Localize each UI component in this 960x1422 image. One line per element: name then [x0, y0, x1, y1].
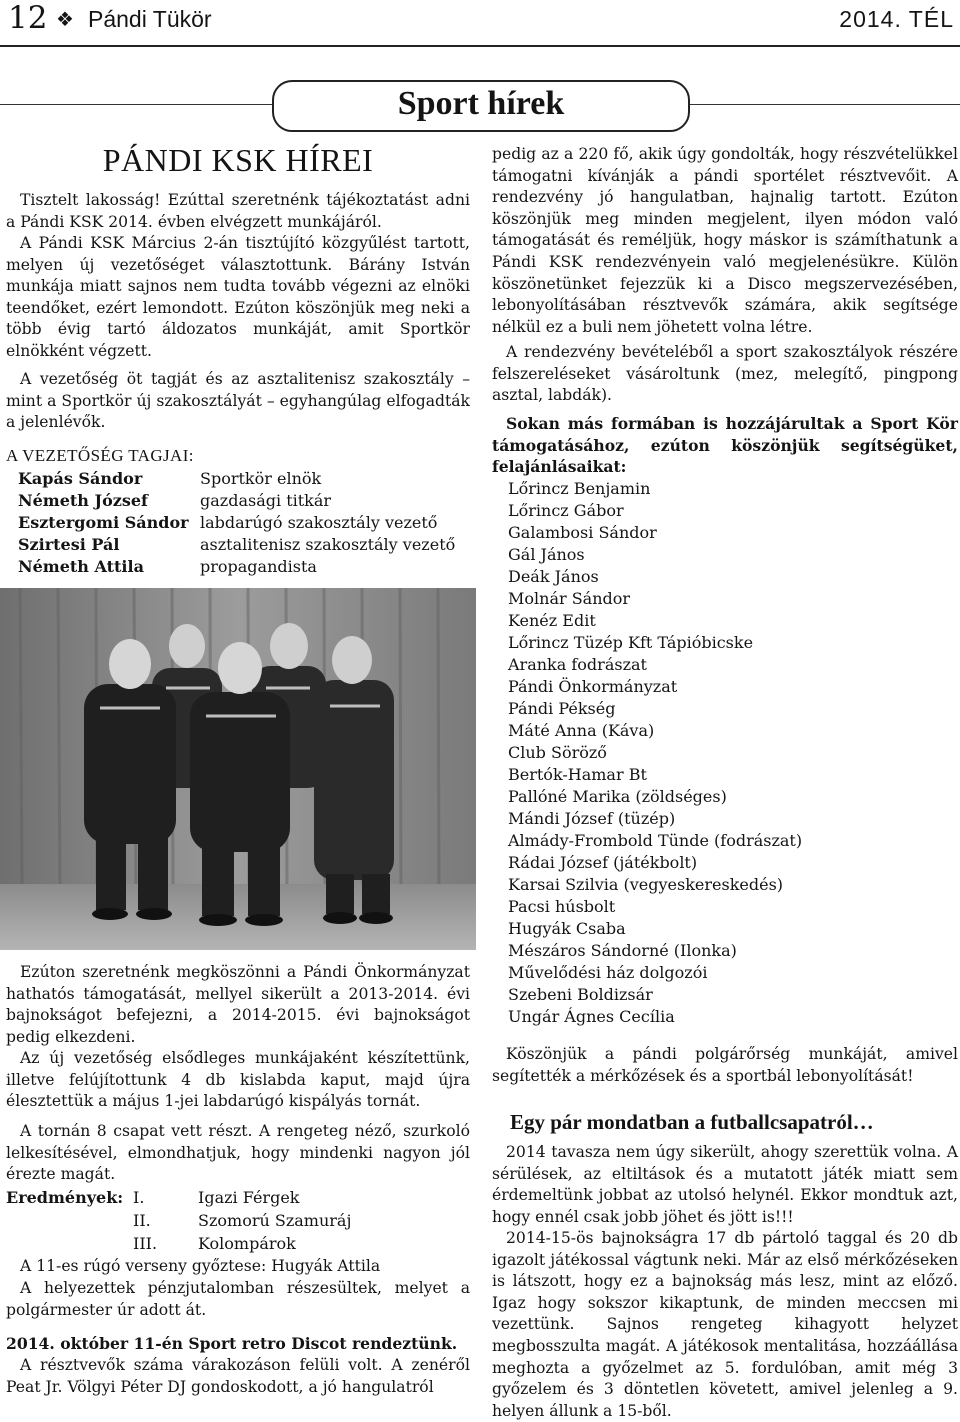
officer-row — [18, 490, 470, 513]
officer-row — [18, 512, 470, 535]
paragraph: Ezúton szeretnénk megköszönni a Pándi Önkormányzat hathatós támogatását, mellyel sikerült a 2013-2014. évi bajnokságot befejezni, a 2014-2015. évi bajnokságot pedig elkezdeni. — [6, 963, 470, 1046]
officer-row — [18, 468, 470, 491]
result-team: Kolompárok — [198, 1234, 296, 1253]
officer-role: propagandista — [200, 557, 317, 576]
supporter-item: Szebeni Boldizsár — [508, 985, 653, 1004]
supporter-item: Karsai Szilvia (vegyeskereskedés) — [508, 875, 784, 894]
supporter-item: Club Söröző — [508, 743, 607, 762]
paragraph: pedig az a 220 fő, akik úgy gondolták, hogy részvételükkel támogatni kívánják a pándi sportélet résztvevőit. A rendezvény jó hangulatban, hajnalig tartott. Ezúton köszönjük meg minden megjelent, ilyen módon való támogatását és reméljük, hogy máskor is számíthatunk a Pándi KSK rendezvényein való megjelenésükre. Külön köszönetünket fejezzük ki a Disco megszervezésében, lebonyolításában résztvevők számára, akik segítsége nélkül ez a buli nem jöhetett volna létre. — [492, 145, 958, 336]
supporter-item: Művelődési ház dolgozói — [508, 963, 708, 982]
paragraph: A helyezettek pénzjutalomban részesültek, melyet a polgármester úr adott át. — [6, 1279, 470, 1319]
results-label: Eredmények: — [6, 1188, 124, 1207]
officer-role: Sportkör elnök — [200, 469, 322, 488]
supporter-item: Pacsi húsbolt — [508, 897, 616, 916]
article-title: PÁNDI KSK HÍREI — [102, 142, 374, 178]
paragraph: A 11-es rúgó verseny győztese: Hugyák Attila — [20, 1257, 381, 1275]
supporters-intro: Sokan más formában is hozzájárultak a Sport Kör támogatásához, ezúton köszönjük segítségüket, felajánlásaikat: — [492, 414, 958, 477]
publication-name: Pándi Tükör — [88, 6, 212, 32]
football-title: Egy pár mondatban a futballcsapatról… — [510, 1110, 874, 1134]
supporter-item: Mészáros Sándorné (Ilonka) — [508, 941, 737, 960]
officer-row — [18, 556, 470, 579]
officer-name: Németh Attila — [18, 557, 144, 576]
result-team: Szomorú Szamuráj — [198, 1211, 352, 1230]
result-rank: II. — [133, 1211, 151, 1230]
supporter-item: Pallóné Marika (zöldséges) — [508, 787, 727, 806]
paragraph: A tornán 8 csapat vett részt. A rengeteg néző, szurkoló lelkesítésével, elmondhatjuk, hogy mindenki nagyon jól érezte magát. — [6, 1122, 470, 1184]
supporter-item: Molnár Sándor — [508, 589, 631, 608]
officer-role: labdarúgó szakosztály vezető — [200, 513, 438, 532]
section-title: Sport hírek — [397, 85, 565, 122]
supporter-item: Deák János — [508, 567, 599, 586]
officers-heading: A VEZETŐSÉG TAGJAI: — [6, 446, 194, 465]
officer-role: gazdasági titkár — [200, 491, 332, 510]
supporter-item: Gál János — [508, 545, 585, 564]
team-photo — [0, 588, 476, 950]
officer-name: Kapás Sándor — [18, 469, 143, 488]
result-row — [6, 1187, 299, 1209]
supporter-item: Pándi Önkormányzat — [508, 677, 678, 696]
supporter-item: Kenéz Edit — [508, 611, 596, 630]
supporter-item: Hugyák Csaba — [508, 919, 626, 938]
result-rank: III. — [133, 1234, 158, 1253]
result-row — [6, 1210, 351, 1232]
paragraph: Köszönjük a pándi polgárőrség munkáját, amivel segítették a mérkőzések és a sportbál lebonyolítását! — [492, 1045, 958, 1085]
officer-role: asztalitenisz szakosztály vezető — [200, 535, 456, 554]
result-row — [6, 1233, 296, 1255]
supporter-item: Rádai József (játékbolt) — [508, 853, 698, 872]
supporter-item: Lőrincz Gábor — [508, 501, 624, 520]
paragraph: A vezetőség öt tagját és az asztalitenisz szakosztály – mint a Sportkör új szakosztályát – egyhangúlag elfogadták a jelenlévők. — [6, 370, 470, 432]
supporter-item: Ungár Ágnes Cecília — [508, 1007, 675, 1026]
supporter-item: Galambosi Sándor — [508, 523, 657, 542]
supporter-item: Aranka fodrászat — [508, 655, 647, 674]
disco-heading: 2014. október 11-én Sport retro Discot rendeztünk. — [6, 1334, 458, 1353]
page-number: 12 — [8, 0, 48, 36]
paragraph: Az új vezetőség elsődleges munkájaként készítettünk, illetve felújítottunk 4 db kislabda kaput, majd újra élesztettük a május 1-jei labdarúgó kispályás tornát. — [6, 1049, 470, 1111]
supporter-item: Bertók-Hamar Bt — [508, 765, 647, 784]
supporter-item: Pándi Pékség — [508, 699, 616, 718]
paragraph: A Pándi KSK Március 2-án tisztújító közgyűlést tartott, melyen új vezetőséget választottunk. Bárány István munkája miatt sajnos nem tudta tovább végezni az elnöki teendőket, ezért lemondott. Ezúton köszönjük meg neki a több évig tartó áldozatos munkáját, amit Sportkör elnökként végzett. — [6, 234, 470, 360]
diamond-ornament-icon: ❖ — [56, 7, 74, 31]
supporter-item: Lőrincz Benjamin — [508, 479, 651, 498]
paragraph: 2014 tavasza nem úgy sikerült, ahogy szerettük volna. A sérülések, az eltiltások és a mutatott játék miatt sem érdemeltünk jobbat az utolsó helynél. Ekkor mondtuk azt, hogy ennél csak jobb jöhet és jött is!!! — [492, 1143, 958, 1226]
supporter-item: Máté Anna (Káva) — [508, 721, 655, 740]
officer-name: Németh József — [18, 491, 148, 510]
paragraph: A résztvevők száma várakozáson felüli volt. A zenéről Peat Jr. Völgyi Péter DJ gondoskodott, a jó hangulatról — [6, 1356, 470, 1396]
officer-name: Esztergomi Sándor — [18, 513, 189, 532]
officer-name: Szirtesi Pál — [18, 535, 120, 554]
supporter-item: Almády-Frombold Tünde (fodrászat) — [508, 831, 803, 850]
result-team: Igazi Férgek — [198, 1188, 300, 1207]
paragraph: A rendezvény bevételéből a sport szakosztályok részére felszereléseket vásároltunk (mez, melegítő, pingpong asztal, labdák). — [492, 343, 958, 405]
issue-season: 2014. TÉL — [839, 6, 954, 32]
paragraph: 2014-15-ös bajnokságra 17 db pártoló taggal és 20 db igazolt játékossal vágtunk neki. Már az első mérkőzéseken is látszott, hogy ez a bajnokság más lesz, mint az előző. Igaz hogy sokszor kikaptunk, de minden meccsen mi vezettünk. Sajnos rengeteg kihagyott helyzet megbosszulta magát. A játékosok mentalitása, hozzáállása meghozta a győzelmet az 5. fordulóban, amit még 3 győzelem és 3 döntetlen követett, amivel jelenleg a 9. helyen állunk a 15-ből. — [492, 1229, 958, 1420]
supporter-item: Lőrincz Tüzép Kft Tápióbicske — [508, 633, 754, 652]
paragraph: Tisztelt lakosság! Ezúttal szeretnénk tájékoztatást adni a Pándi KSK 2014. évben elvégzett munkájáról. — [6, 191, 470, 231]
result-rank: I. — [133, 1188, 145, 1207]
officer-row — [18, 534, 470, 557]
header-rule — [0, 45, 960, 47]
supporter-item: Mándi József (tüzép) — [508, 809, 676, 828]
